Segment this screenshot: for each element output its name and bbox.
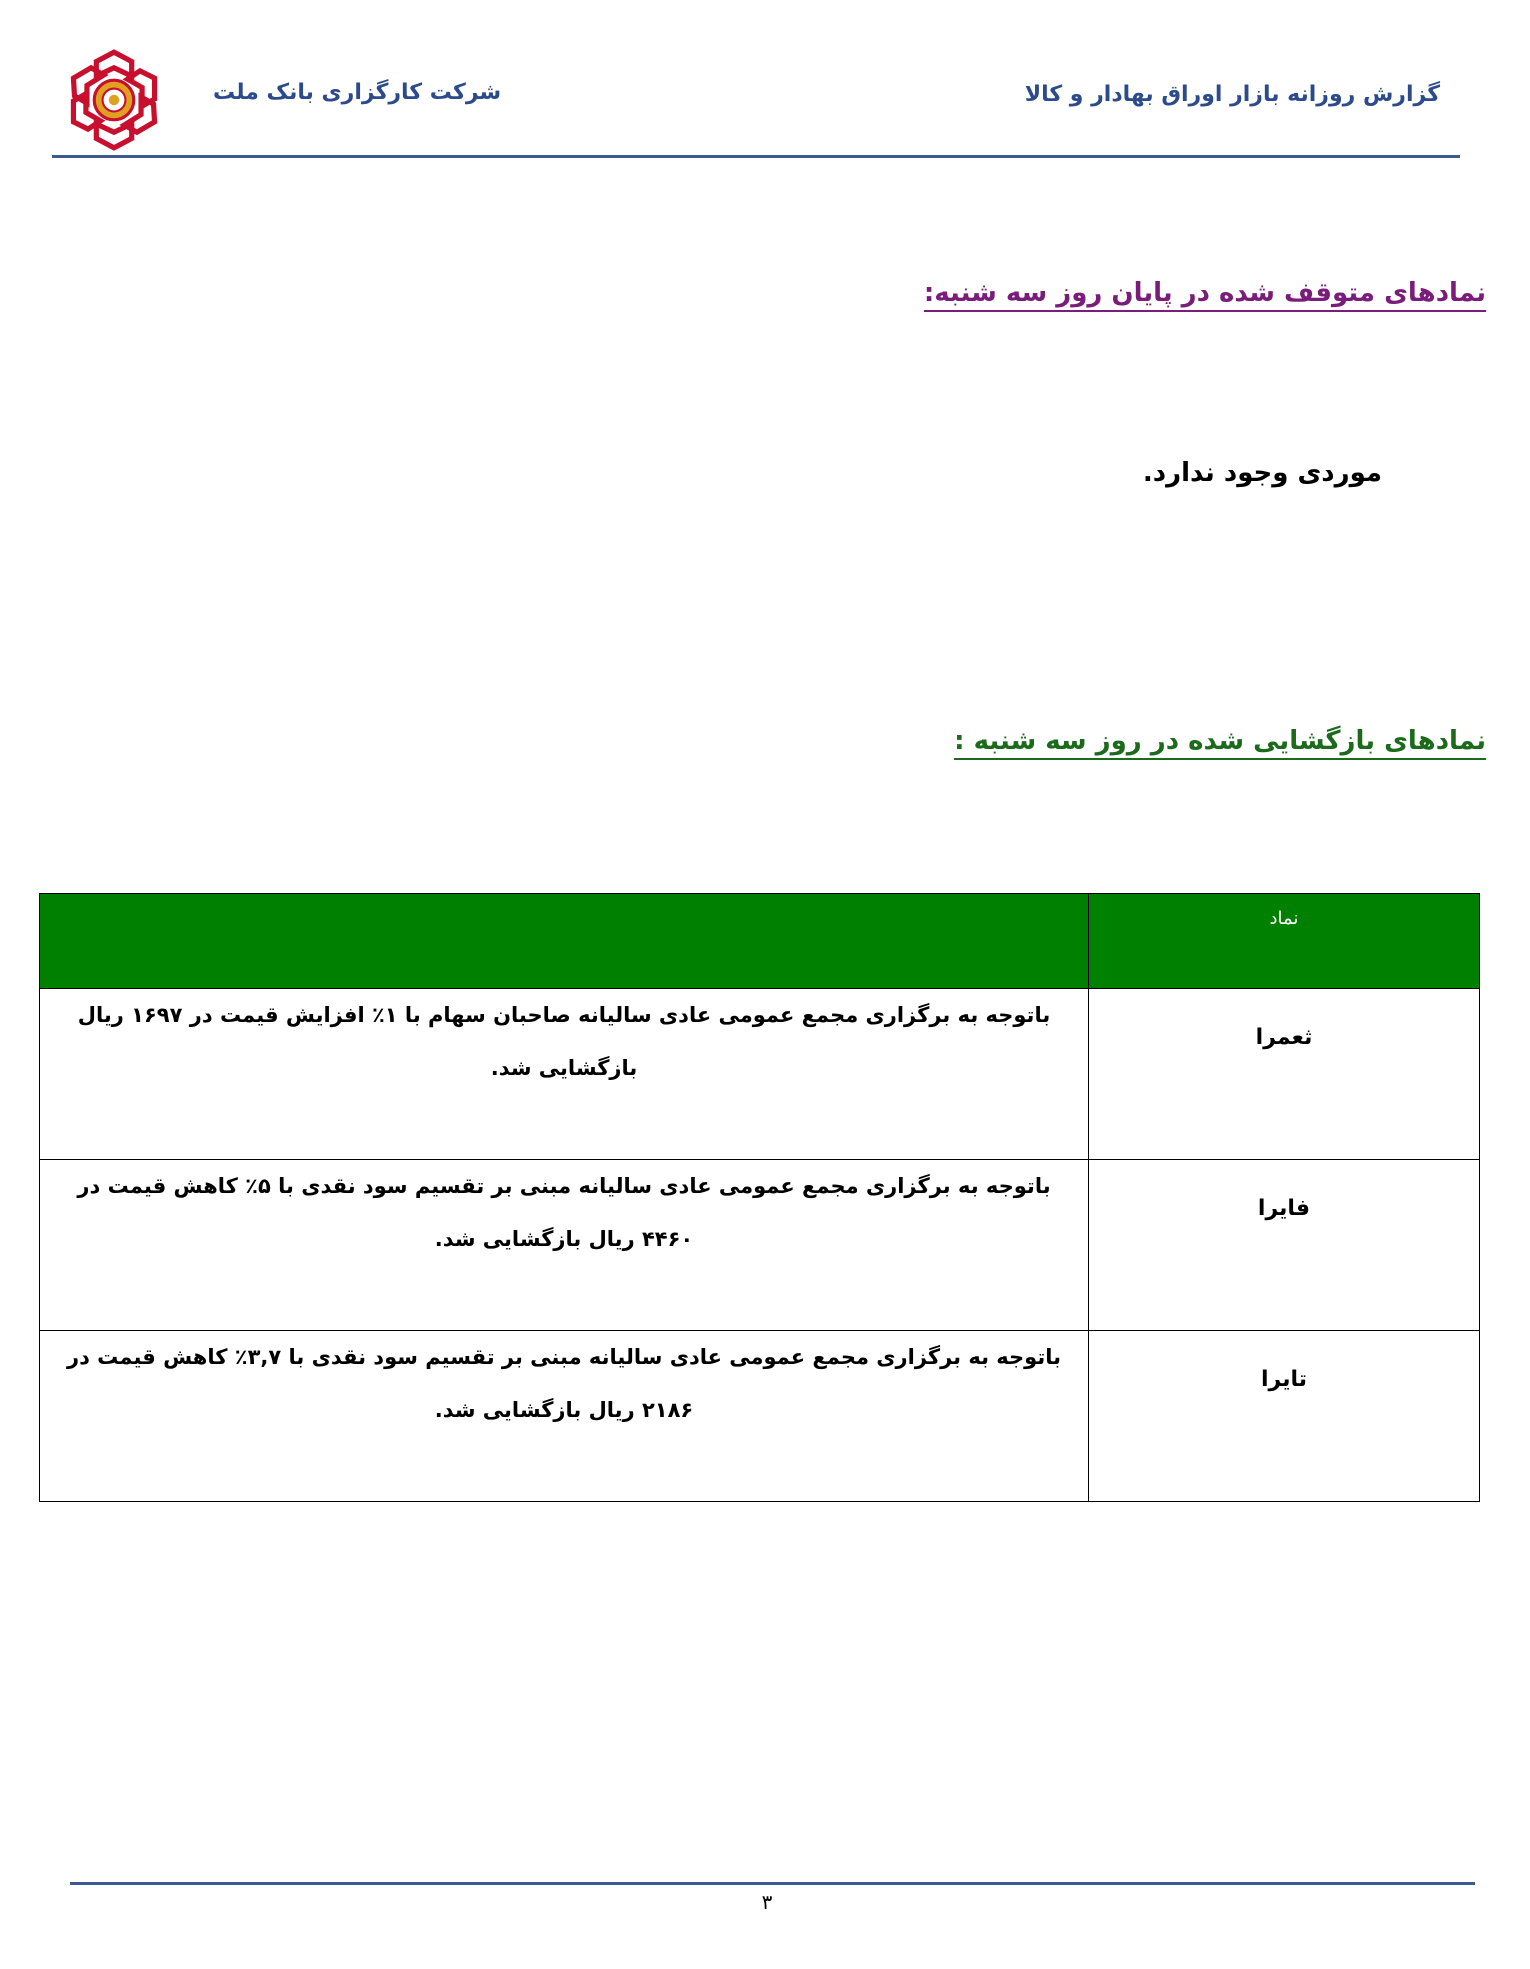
page-number: ۳	[761, 1890, 773, 1914]
footer-divider	[70, 1882, 1475, 1885]
reopened-symbols-heading: نمادهای بازگشایی شده در روز سه شنبه :	[954, 726, 1486, 760]
description-cell: باتوجه به برگزاری مجمع عمومی عادی سالیانه مبنی بر تقسیم سود نقدی با ۵٪ کاهش قیمت در ۴۴۶۰ ریال بازگشایی شد.	[40, 1160, 1089, 1331]
symbol-cell: ثعمرا	[1089, 989, 1480, 1160]
company-name: شرکت کارگزاری بانک ملت	[213, 80, 502, 105]
description-column-header	[40, 894, 1089, 989]
header-divider	[52, 155, 1460, 158]
symbol-cell: فایرا	[1089, 1160, 1480, 1331]
symbol-column-header: نماد	[1089, 894, 1480, 989]
bank-mellat-logo	[62, 48, 166, 152]
table-header-row	[40, 894, 1480, 989]
reopened-symbols-table	[39, 893, 1480, 1502]
table-row	[40, 1160, 1480, 1331]
no-items-message: موردی وجود ندارد.	[1142, 458, 1382, 488]
suspended-symbols-heading: نمادهای متوقف شده در پایان روز سه شنبه:	[924, 278, 1486, 312]
table-row	[40, 989, 1480, 1160]
description-cell: باتوجه به برگزاری مجمع عمومی عادی سالیانه مبنی بر تقسیم سود نقدی با ۳,۷٪ کاهش قیمت در ۲۱۸۶ ریال بازگشایی شد.	[40, 1331, 1089, 1502]
report-title: گزارش روزانه بازار اوراق بهادار و کالا	[1024, 82, 1440, 107]
description-cell: باتوجه به برگزاری مجمع عمومی عادی سالیانه صاحبان سهام با ۱٪ افزایش قیمت در ۱۶۹۷ ریال بازگشایی شد.	[40, 989, 1089, 1160]
table-row	[40, 1331, 1480, 1502]
symbol-cell: تایرا	[1089, 1331, 1480, 1502]
